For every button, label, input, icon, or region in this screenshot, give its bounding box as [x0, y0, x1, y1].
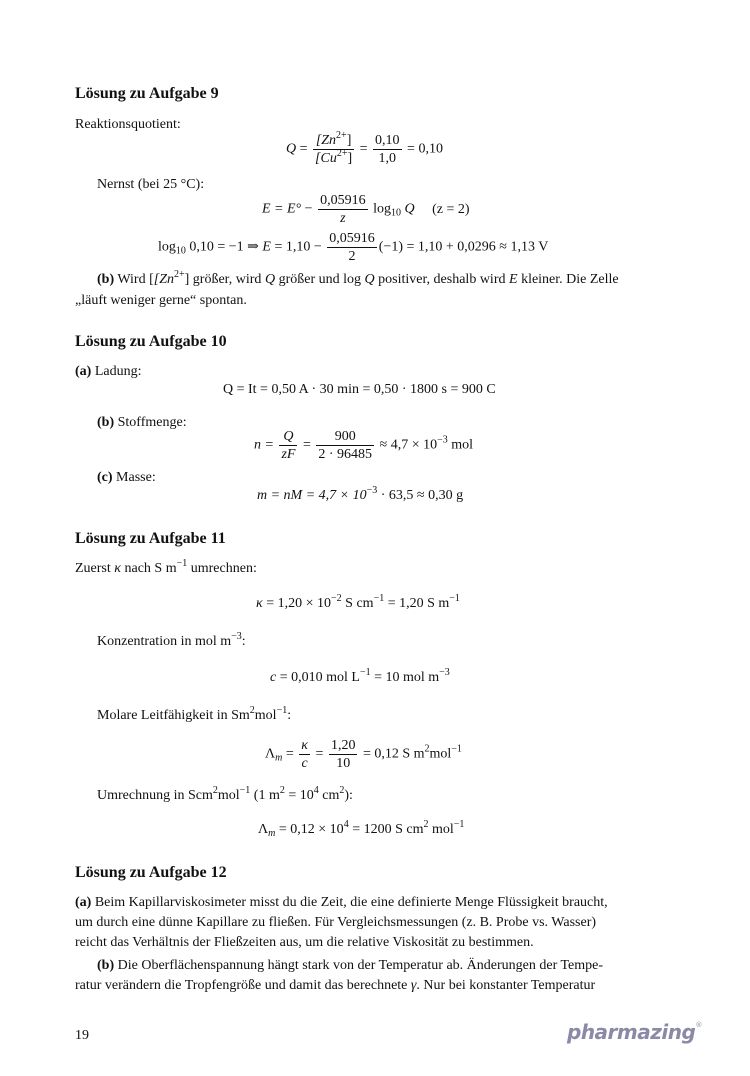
section-10-title: Lösung zu Aufgabe 10 — [75, 333, 227, 350]
section-12-a-line2: um durch eine dünne Kapillare zu fließen. Für Vergleichsmessungen (z. B. Probe vs. Wasser) — [75, 915, 597, 930]
equation-kappa: $\kappa = 1,20 \times 10^{-2}$ S $cm^{-1} = 1,20$ S $m^{-1}$ — [256, 593, 460, 611]
section-9-b-line2: „läuft weniger gerne“ spontan. — [75, 293, 247, 308]
pharmazing-logo: pharmazing® — [567, 1020, 702, 1044]
section-10-b-label: (b) Stoffmenge: — [97, 415, 187, 430]
section-10-c-label: (c) Masse: — [97, 470, 156, 485]
page-number: 19 — [75, 1028, 89, 1043]
reaktionsquotient-label: Reaktionsquotient: — [75, 117, 181, 132]
section-10-a-label: (a) Ladung: — [75, 364, 142, 379]
nernst-label: Nernst (bei 25 °C): — [97, 177, 205, 192]
equation-ladung: Q = It = 0,50 A · 30 min = 0,50 · 1800 s = 900 C — [223, 382, 496, 397]
konzentration-label: Konzentration in mol $m^{-3}$: — [97, 631, 246, 649]
section-11-title: Lösung zu Aufgabe 11 — [75, 530, 226, 547]
equation-konzentration: c = 0,010 mol $L^{-1} = 10$ mol $m^{-3}$ — [270, 667, 450, 685]
section-12-a-line1: (a) Beim Kapillarviskosimeter misst du die Zeit, die eine definierte Menge Flüssigkeit braucht, — [75, 895, 608, 910]
section-12-title: Lösung zu Aufgabe 12 — [75, 864, 227, 881]
equation-calc9: $\log_{10} 0,10 = -1$ ⇒ E = 1,10 − $\frac{0,05916}{2}$ (−1) = 1,10 + 0,0296 ≈ 1,13 V — [158, 231, 549, 264]
section-12-a-line3: reicht das Verhältnis der Fließzeiten aus, um die relative Viskosität zu bestimmen. — [75, 935, 534, 950]
equation-lambda-1: $\Lambda_m$ = $\frac{\kappa}{c}$ = $\frac{1,20}{10}$ = 0,12 S $m^2mol^{-1}$ — [265, 738, 462, 771]
section-12-b-line2: ratur verändern die Tropfengröße und damit das berechnete γ. Nur bei konstanter Temperatur — [75, 978, 596, 993]
equation-lambda-2: $\Lambda_m = 0,12 \times 10^4 = 1200$ S $cm^2$ mol$^{-1}$ — [258, 819, 465, 839]
equation-masse: m = nM = $4,7 \times 10^{-3} \cdot 63,5 \approx 0,30$ g — [257, 485, 464, 503]
umrechnung-label: Umrechnung in Scm$^2$mol$^{-1}$ (1 $m^2 = 10^4$ $cm^2$): — [97, 785, 353, 803]
equation-nernst: E = E° − $\frac{0,05916}{z}$ $\log_{10} Q$ (z = 2) — [262, 193, 470, 226]
equation-q9: Q = $\frac{[Zn^{2+}]}{[Cu^{2+}]}$ = $\frac{0,10}{1,0}$ = 0,10 — [286, 130, 443, 166]
molare-leitfaehigkeit-label: Molare Leitfähigkeit in Sm$^2$mol$^{-1}$: — [97, 705, 292, 723]
section-9-title: Lösung zu Aufgabe 9 — [75, 85, 219, 102]
section-12-b-line1: (b) Die Oberflächenspannung hängt stark von der Temperatur ab. Änderungen der Tempe- — [97, 958, 604, 973]
section-11-intro: Zuerst κ nach S $m^{-1}$ umrechnen: — [75, 558, 257, 576]
section-9-b-line1: (b) Wird [$[Zn^{2+}]$ größer, wird Q größer und log Q positiver, deshalb wird E kleiner. Die Zelle — [97, 269, 619, 287]
equation-stoffmenge: n = $\frac{Q}{zF}$ = $\frac{900}{2 \cdot 96485}$ ≈ $4,7 \times 10^{-3}$ mol — [254, 429, 474, 462]
